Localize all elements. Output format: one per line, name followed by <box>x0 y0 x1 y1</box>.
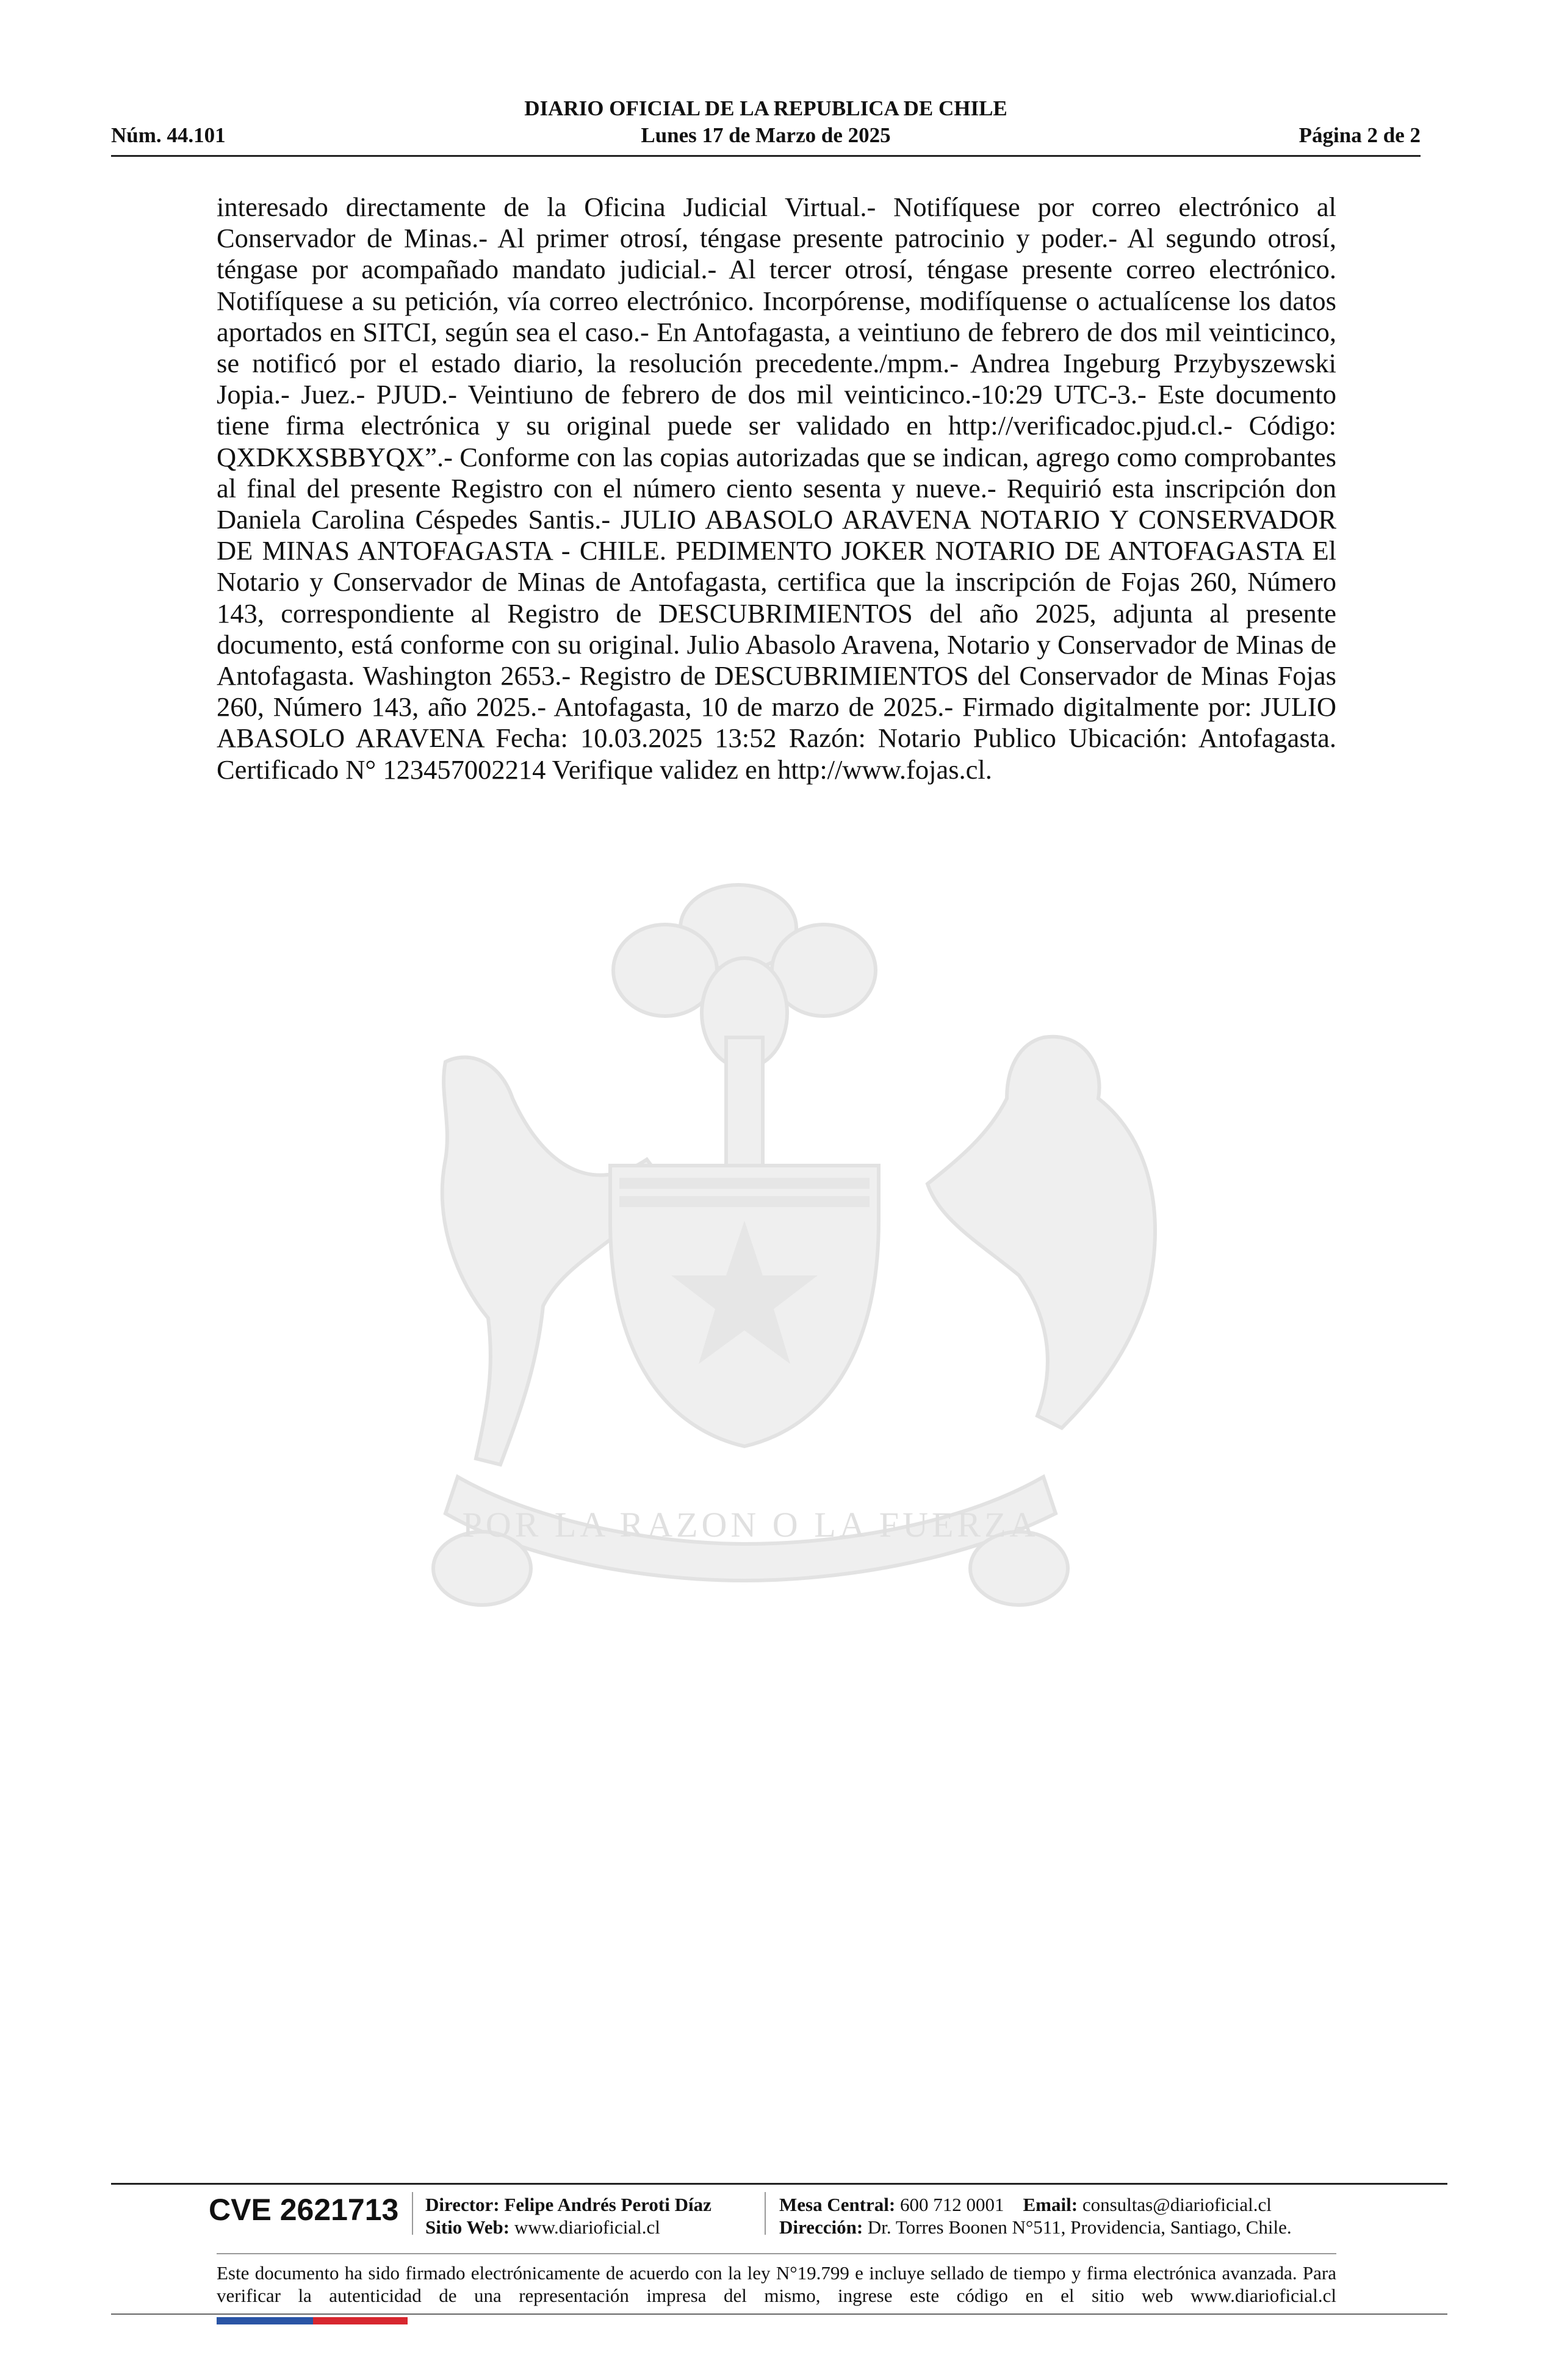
footer-divider-inner <box>217 2253 1336 2254</box>
publication-title: DIARIO OFICIAL DE LA REPUBLICA DE CHILE <box>524 96 1007 120</box>
phone-label: Mesa Central: <box>779 2194 896 2215</box>
issue-number: Núm. 44.101 <box>111 123 226 147</box>
phone-value: 600 712 0001 <box>900 2194 1004 2215</box>
footer-divider-bottom <box>111 2313 1447 2315</box>
website-label: Sitio Web: <box>425 2216 510 2238</box>
cve-code: CVE 2621713 <box>209 2193 399 2227</box>
coat-of-arms-watermark <box>360 879 1214 1642</box>
director-name: Felipe Andrés Peroti Díaz <box>504 2194 711 2215</box>
footer-director-block <box>425 2193 711 2238</box>
footer-separator <box>412 2192 413 2235</box>
website-link[interactable]: www.diarioficial.cl <box>514 2216 660 2238</box>
seal-motto: POR LA RAZON O LA FUERZA <box>462 1505 1039 1545</box>
footer-divider <box>111 2183 1447 2185</box>
director-label: Director: <box>425 2194 500 2215</box>
flag-stripe-red <box>313 2317 408 2324</box>
page-header <box>111 92 1421 156</box>
issue-date: Lunes 17 de Marzo de 2025 <box>641 123 891 147</box>
address-label: Dirección: <box>779 2216 863 2238</box>
address-value: Dr. Torres Boonen N°511, Providencia, Santiago, Chile. <box>867 2216 1292 2238</box>
document-body: interesado directamente de la Oficina Judicial Virtual.- Notifíquese por correo electrónico al Conservador de Minas.- Al primer otrosí, téngase presente patrocinio y poder.- Al segundo otrosí, téngase por acompañado mandato judicial.- Al tercer otrosí, téngase presente correo electrónico. Notifíquese a su petición, vía correo electrónico. Incorpórense, modifíquense o actualícense los datos aportados en SITCI, según sea el caso.- En Antofagasta, a veintiuno de febrero de dos mil veinticinco, se notificó por el estado diario, la resolución precedente./mpm.- Andrea Ingeburg Przybyszewski Jopia.- Juez.- PJUD.- Veintiuno de febrero de dos mil veinticinco.-10:29 UTC-3.- Este documento tiene firma electrónica y su original puede ser validado en http://verificadoc.pjud.cl.- Código: QXDKXSBBYQX”.- Conforme con las copias autorizadas que se indican, agrego como comprobantes al final del presente Registro con el número ciento sesenta y nueve.- Requirió esta inscripción don Daniela Carolina Céspedes Santis.- JULIO ABASOLO ARAVENA NOTARIO Y CONSERVADOR DE MINAS ANTOFAGASTA - CHILE. PEDIMENTO JOKER NOTARIO DE ANTOFAGASTA El Notario y Conservador de Minas de Antofagasta, certifica que la inscripción de Fojas 260, Número 143, correspondiente al Registro de DESCUBRIMIENTOS del año 2025, adjunta al presente documento, está conforme con su original. Julio Abasolo Aravena, Notario y Conservador de Minas de Antofagasta. Washington 2653.- Registro de DESCUBRIMIENTOS del Conservador de Minas Fojas 260, Número 143, año 2025.- Antofagasta, 10 de marzo de 2025.- Firmado digitalmente por: JULIO ABASOLO ARAVENA Fecha: 10.03.2025 13:52 Razón: Notario Publico Ubicación: Antofagasta. Certificado N° 123457002214 Verifique validez en http://www.fojas.cl. <box>217 192 1336 785</box>
email-link[interactable]: consultas@diarioficial.cl <box>1082 2194 1272 2215</box>
page-number: Página 2 de 2 <box>1298 123 1421 147</box>
signature-notice: Este documento ha sido firmado electrónicamente de acuerdo con la ley N°19.799 e incluye sellado de tiempo y firma electrónica avanzada. Para verificar la autenticidad de una representación impresa del mismo, ingrese este código en el sitio web www.diarioficial.cl <box>217 2262 1336 2306</box>
footer-contact-block <box>779 2193 1292 2238</box>
flag-stripe-blue <box>217 2317 313 2324</box>
header-divider <box>111 155 1421 157</box>
footer-separator <box>765 2192 766 2235</box>
email-label: Email: <box>1023 2194 1078 2215</box>
